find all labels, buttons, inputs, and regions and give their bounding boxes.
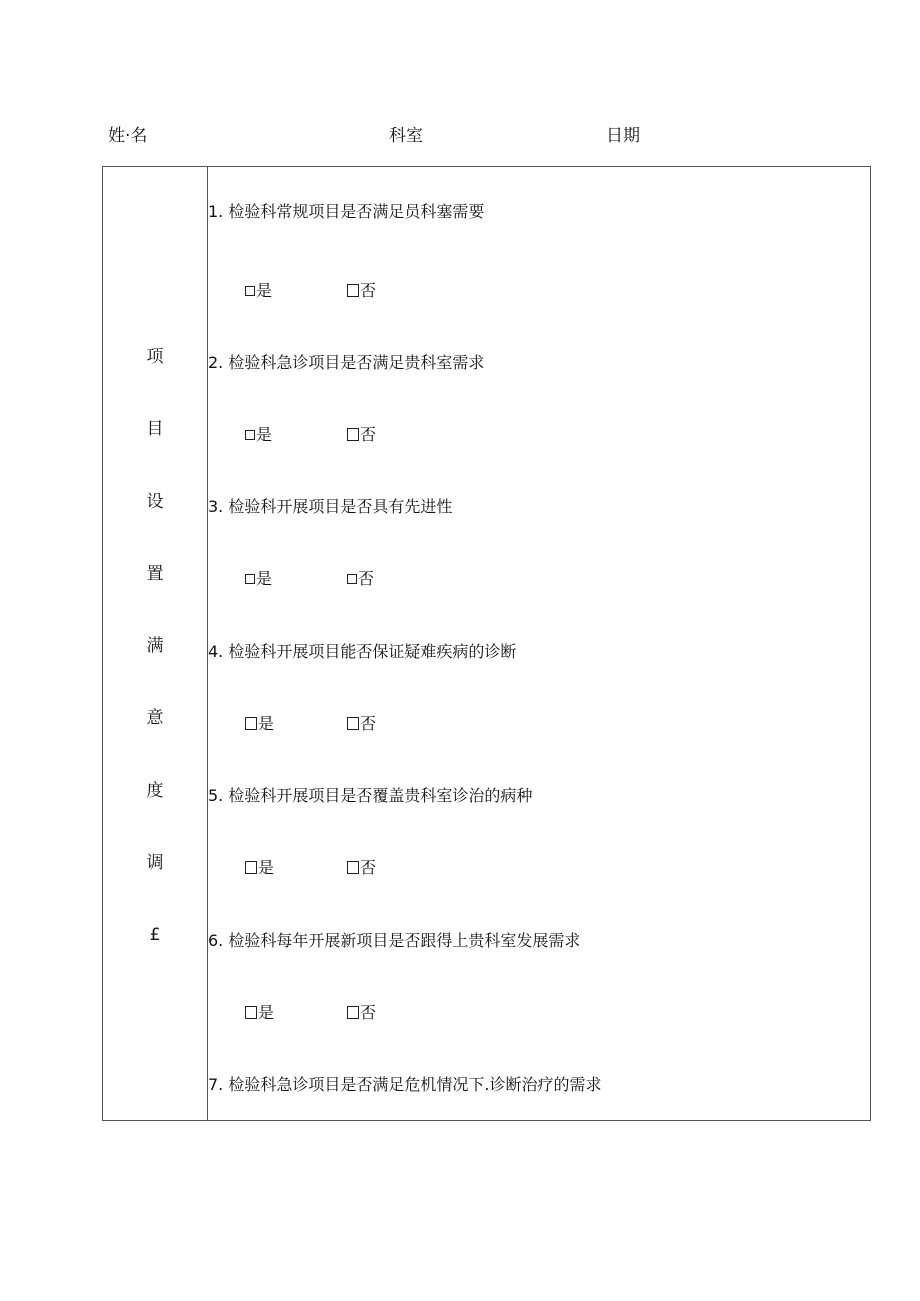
checkbox-icon[interactable] [245, 861, 257, 874]
department-label: 科室 [389, 126, 423, 146]
q2-option-no[interactable] [347, 425, 376, 445]
side-label-char: 度 [146, 781, 164, 801]
option-label: 是 [258, 1003, 275, 1022]
q1-option-yes[interactable] [245, 281, 272, 301]
option-label: 是 [256, 281, 273, 300]
checkbox-icon[interactable] [347, 717, 359, 730]
question-7-text: 7. 检验科急诊项目是否满足危机情况下.诊断治疗的需求 [208, 1075, 602, 1094]
checkbox-icon[interactable] [347, 428, 359, 441]
option-label: 否 [360, 858, 377, 877]
checkbox-icon[interactable] [245, 286, 255, 296]
q1-option-no[interactable] [347, 281, 376, 301]
q4-option-no[interactable] [347, 714, 376, 734]
checkbox-icon[interactable] [245, 717, 257, 730]
side-label-char: 目 [146, 419, 164, 439]
checkbox-icon[interactable] [347, 861, 359, 874]
option-label: 是 [258, 714, 275, 733]
question-3-text: 3. 检验科开展项目是否具有先进性 [208, 497, 453, 516]
date-label: 日期 [606, 126, 640, 146]
side-label-char: £ [149, 925, 161, 945]
q2-option-yes[interactable] [245, 425, 272, 445]
side-label-char: 满 [146, 636, 164, 656]
q3-option-yes[interactable] [245, 569, 272, 589]
question-4-text: 4. 检验科开展项目能否保证疑难疾病的诊断 [208, 642, 517, 661]
option-label: 否 [360, 714, 377, 733]
checkbox-icon[interactable] [347, 574, 357, 584]
q6-option-no[interactable] [347, 1003, 376, 1023]
option-label: 否 [360, 1003, 377, 1022]
side-label-char: 项 [146, 347, 164, 367]
survey-table [102, 166, 871, 1121]
question-6-text: 6. 检验科每年开展新项目是否跟得上贵科室发展需求 [208, 931, 581, 950]
side-label-char: 意 [146, 708, 164, 728]
question-2-text: 2. 检验科急诊项目是否满足贵科室需求 [208, 353, 485, 372]
question-5-text: 5. 检验科开展项目是否覆盖贵科室诊治的病种 [208, 786, 533, 805]
checkbox-icon[interactable] [347, 1006, 359, 1019]
option-label: 否 [360, 281, 377, 300]
checkbox-icon[interactable] [347, 284, 359, 297]
option-label: 否 [358, 569, 375, 588]
question-1-text: 1. 检验科常规项目是否满足员科塞需要 [208, 202, 485, 221]
checkbox-icon[interactable] [245, 430, 255, 440]
name-label: 姓·名 [108, 126, 148, 146]
checkbox-icon[interactable] [245, 1006, 257, 1019]
q5-option-yes[interactable] [245, 858, 274, 878]
side-label-char: 置 [146, 564, 164, 584]
checkbox-icon[interactable] [245, 574, 255, 584]
side-label-char: 调 [146, 853, 164, 873]
option-label: 是 [256, 425, 273, 444]
q4-option-yes[interactable] [245, 714, 274, 734]
q5-option-no[interactable] [347, 858, 376, 878]
option-label: 否 [360, 425, 377, 444]
option-label: 是 [256, 569, 273, 588]
side-label-char: 设 [146, 492, 164, 512]
option-label: 是 [258, 858, 275, 877]
q3-option-no[interactable] [347, 569, 374, 589]
q6-option-yes[interactable] [245, 1003, 274, 1023]
